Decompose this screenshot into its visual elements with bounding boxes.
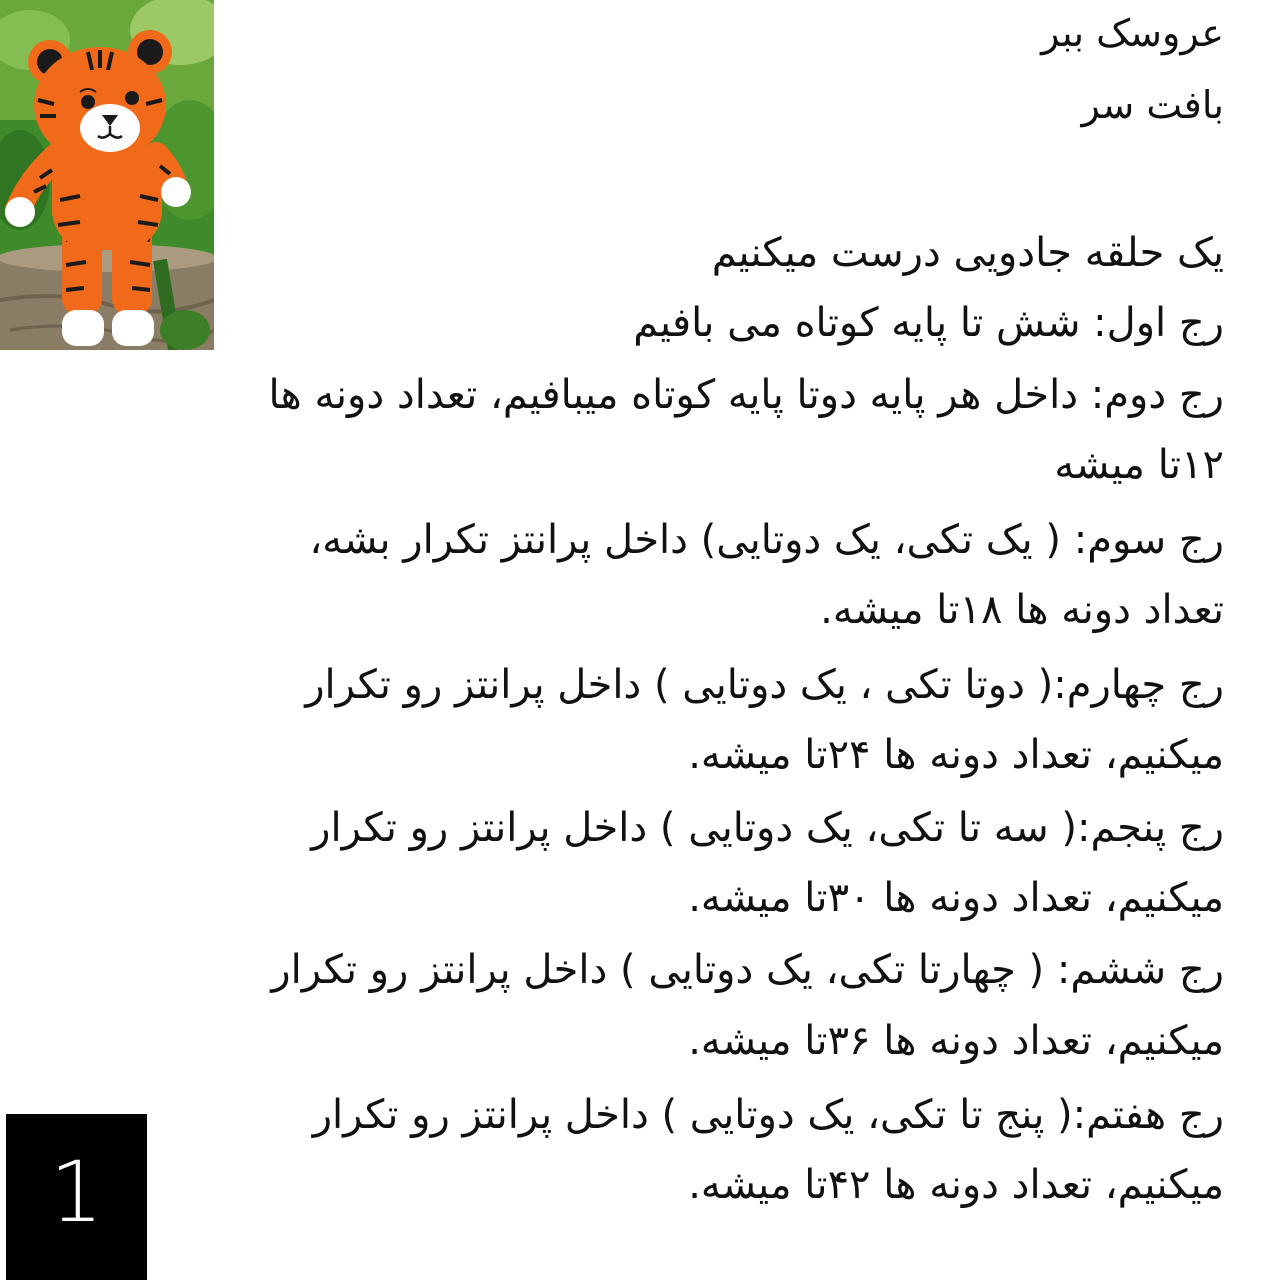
pattern-line: یک حلقه جادویی درست میکنیم bbox=[711, 230, 1224, 276]
pattern-line: میکنیم، تعداد دونه ها ۳۶تا میشه. bbox=[688, 1018, 1224, 1064]
page-number-badge: 1 bbox=[6, 1114, 147, 1280]
pattern-line: رج چهارم:( دوتا تکی ، یک دوتایی ) داخل پرانتز رو تکرار bbox=[305, 662, 1224, 708]
tiger-amigurumi-photo bbox=[0, 0, 214, 350]
pattern-line: میکنیم، تعداد دونه ها ۴۲تا میشه. bbox=[688, 1162, 1224, 1208]
pattern-line: تعداد دونه ها ۱۸تا میشه. bbox=[820, 587, 1224, 633]
pattern-line: رج پنجم:( سه تا تکی، یک دوتایی ) داخل پرانتز رو تکرار bbox=[311, 805, 1224, 851]
pattern-line: ۱۲تا میشه bbox=[1054, 442, 1224, 488]
section-heading: بافت سر bbox=[1081, 83, 1224, 127]
pattern-line: رج اول: شش تا پایه کوتاه می بافیم bbox=[633, 300, 1224, 346]
pattern-line: میکنیم، تعداد دونه ها ۳۰تا میشه. bbox=[688, 875, 1224, 921]
doc-title: عروسک ببر bbox=[1041, 11, 1224, 55]
pattern-line: رج هفتم:( پنج تا تکی، یک دوتایی ) داخل پرانتز رو تکرار bbox=[312, 1092, 1224, 1138]
pattern-line: رج دوم: داخل هر پایه دوتا پایه کوتاه میبافیم، تعداد دونه ها bbox=[268, 372, 1224, 418]
pattern-line: میکنیم، تعداد دونه ها ۲۴تا میشه. bbox=[688, 732, 1224, 778]
pattern-line: رج ششم: ( چهارتا تکی، یک دوتایی ) داخل پرانتز رو تکرار bbox=[271, 947, 1224, 993]
pattern-line: رج سوم: ( یک تکی، یک دوتایی) داخل پرانتز تکرار بشه، bbox=[309, 517, 1224, 563]
